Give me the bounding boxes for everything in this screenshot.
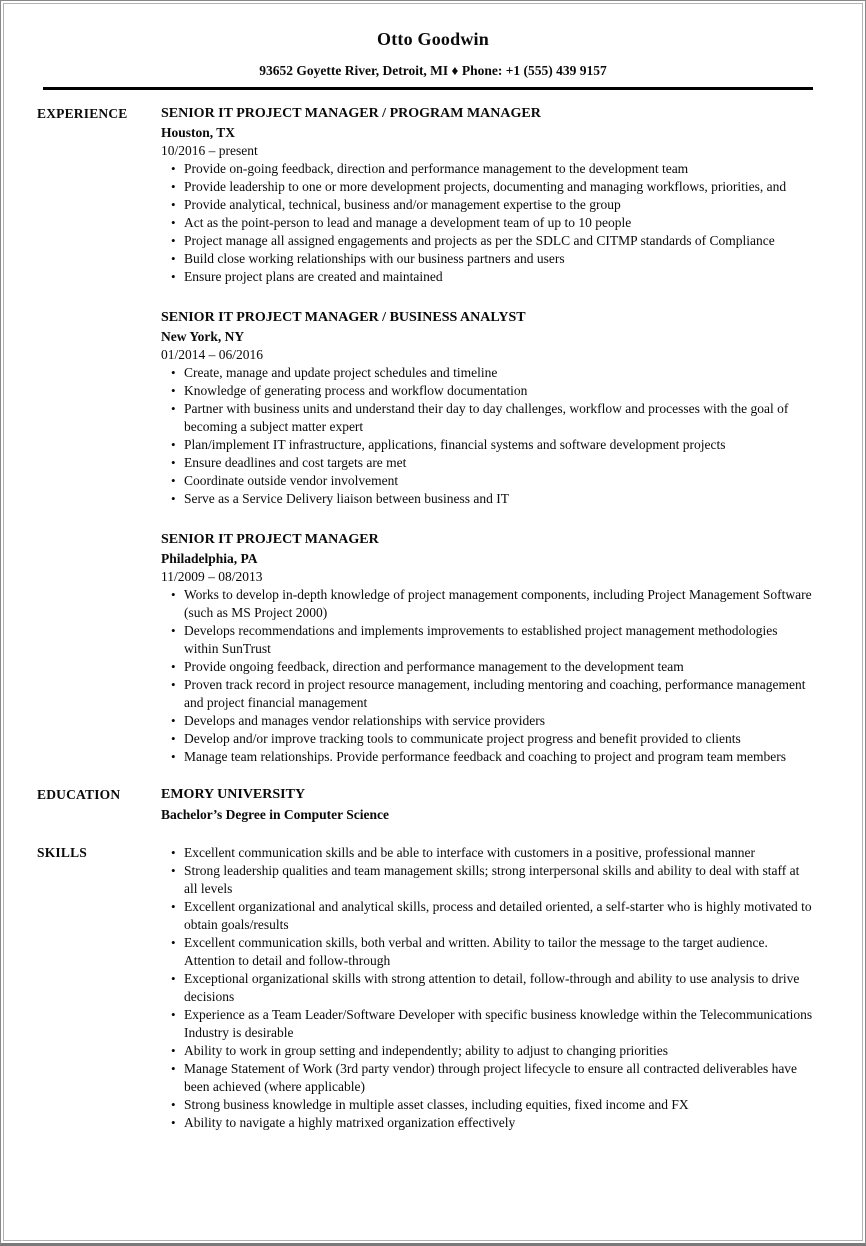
job-title: SENIOR IT PROJECT MANAGER / BUSINESS ANALYST [161, 310, 526, 325]
bullet-item: • Ability to work in group setting and independently; ability to adjust to changing priorities [184, 1042, 815, 1060]
bullet-item: • Develops and manages vendor relationships with service providers [184, 712, 815, 730]
job-location: Philadelphia, PA [161, 551, 258, 566]
job-entry [161, 531, 815, 766]
job-dates: 11/2009 – 08/2013 [161, 569, 263, 584]
bullet-item: • Excellent communication skills, both verbal and written. Ability to tailor the message to the target audience. Attention to detail and follow-through [184, 934, 815, 970]
bullet-item: • Create, manage and update project schedules and timeline [184, 364, 815, 382]
job-dates: 01/2014 – 06/2016 [161, 347, 264, 362]
job-entry [161, 105, 815, 286]
bullet-item: • Experience as a Team Leader/Software Developer with specific business knowledge within the Telecommunications Industry is desirable [184, 1006, 815, 1042]
section-label-education: EDUCATION [37, 787, 121, 802]
bullet-item: • Provide ongoing feedback, direction and performance management to the development team [184, 658, 815, 676]
bullet-item: • Provide analytical, technical, business and/or management expertise to the group [184, 196, 815, 214]
experience-section [37, 105, 815, 766]
job-title: SENIOR IT PROJECT MANAGER [161, 532, 379, 547]
document-header [1, 1, 865, 80]
bullet-item: • Develop and/or improve tracking tools to communicate project progress and benefit provided to clients [184, 730, 815, 748]
bullet-item: • Ensure deadlines and cost targets are met [184, 454, 815, 472]
bullet-item: • Partner with business units and understand their day to day challenges, workflow and processes with the goal of becoming a subject matter expert [184, 400, 815, 436]
job-location: New York, NY [161, 329, 245, 344]
section-label-skills: SKILLS [37, 845, 87, 860]
bullet-item: • Manage Statement of Work (3rd party vendor) through project lifecycle to ensure all contracted deliverables have been achieved (where applicable) [184, 1060, 815, 1096]
bullet-item: • Serve as a Service Delivery liaison between business and IT [184, 490, 815, 508]
skills-section [37, 844, 815, 1132]
bullet-item: • Develops recommendations and implements improvements to established project management methodologies within SunTrust [184, 622, 815, 658]
bullet-item: • Act as the point-person to lead and manage a development team of up to 10 people [184, 214, 815, 232]
bullet-item: • Provide on-going feedback, direction and performance management to the development team [184, 160, 815, 178]
job-bullet-list [161, 160, 815, 286]
bullet-item: • Strong leadership qualities and team management skills; strong interpersonal skills and ability to deal with staff at all levels [184, 862, 815, 898]
bullet-item: • Manage team relationships. Provide performance feedback and coaching to project and program team members [184, 748, 815, 766]
resume-body [1, 90, 865, 1132]
bullet-item: • Exceptional organizational skills with strong attention to detail, follow-through and ability to use analysis to drive decisions [184, 970, 815, 1006]
job-bullet-list [161, 364, 815, 508]
bullet-item: • Strong business knowledge in multiple asset classes, including equities, fixed income and FX [184, 1096, 815, 1114]
bullet-item: • Build close working relationships with our business partners and users [184, 250, 815, 268]
bullet-item: • Excellent communication skills and be able to interface with customers in a positive, professional manner [184, 844, 815, 862]
education-school: EMORY UNIVERSITY [161, 787, 306, 802]
bullet-item: • Ensure project plans are created and maintained [184, 268, 815, 286]
job-location: Houston, TX [161, 125, 236, 140]
bullet-item: • Works to develop in-depth knowledge of project management components, including Project Management Software (such as MS Project 2000) [184, 586, 815, 622]
bullet-item: • Excellent organizational and analytical skills, process and detailed oriented, a self-starter who is highly motivated to obtain goals/results [184, 898, 815, 934]
education-section [37, 786, 815, 824]
bullet-item: • Plan/implement IT infrastructure, applications, financial systems and software development projects [184, 436, 815, 454]
bullet-item: • Proven track record in project resource management, including mentoring and coaching, performance management and project financial management [184, 676, 815, 712]
candidate-name: Otto Goodwin [377, 29, 489, 49]
education-degree: Bachelor’s Degree in Computer Science [161, 807, 389, 822]
job-entry [161, 309, 815, 508]
job-bullet-list [161, 586, 815, 766]
section-label-experience: EXPERIENCE [37, 106, 128, 121]
bullet-item: • Ability to navigate a highly matrixed organization effectively [184, 1114, 815, 1132]
bullet-item: • Knowledge of generating process and workflow documentation [184, 382, 815, 400]
contact-line: 93652 Goyette River, Detroit, MI ♦ Phone: +1 (555) 439 9157 [259, 63, 607, 78]
job-title: SENIOR IT PROJECT MANAGER / PROGRAM MANAGER [161, 106, 541, 121]
education-entry [161, 786, 815, 824]
bullet-item: • Coordinate outside vendor involvement [184, 472, 815, 490]
skills-entry [161, 844, 815, 1132]
job-dates: 10/2016 – present [161, 143, 258, 158]
experience-entries [161, 105, 815, 766]
bullet-item: • Project manage all assigned engagements and projects as per the SDLC and CITMP standards of Compliance [184, 232, 815, 250]
bullet-item: • Provide leadership to one or more development projects, documenting and managing workflows, priorities, and [184, 178, 815, 196]
skills-bullet-list [161, 844, 815, 1132]
